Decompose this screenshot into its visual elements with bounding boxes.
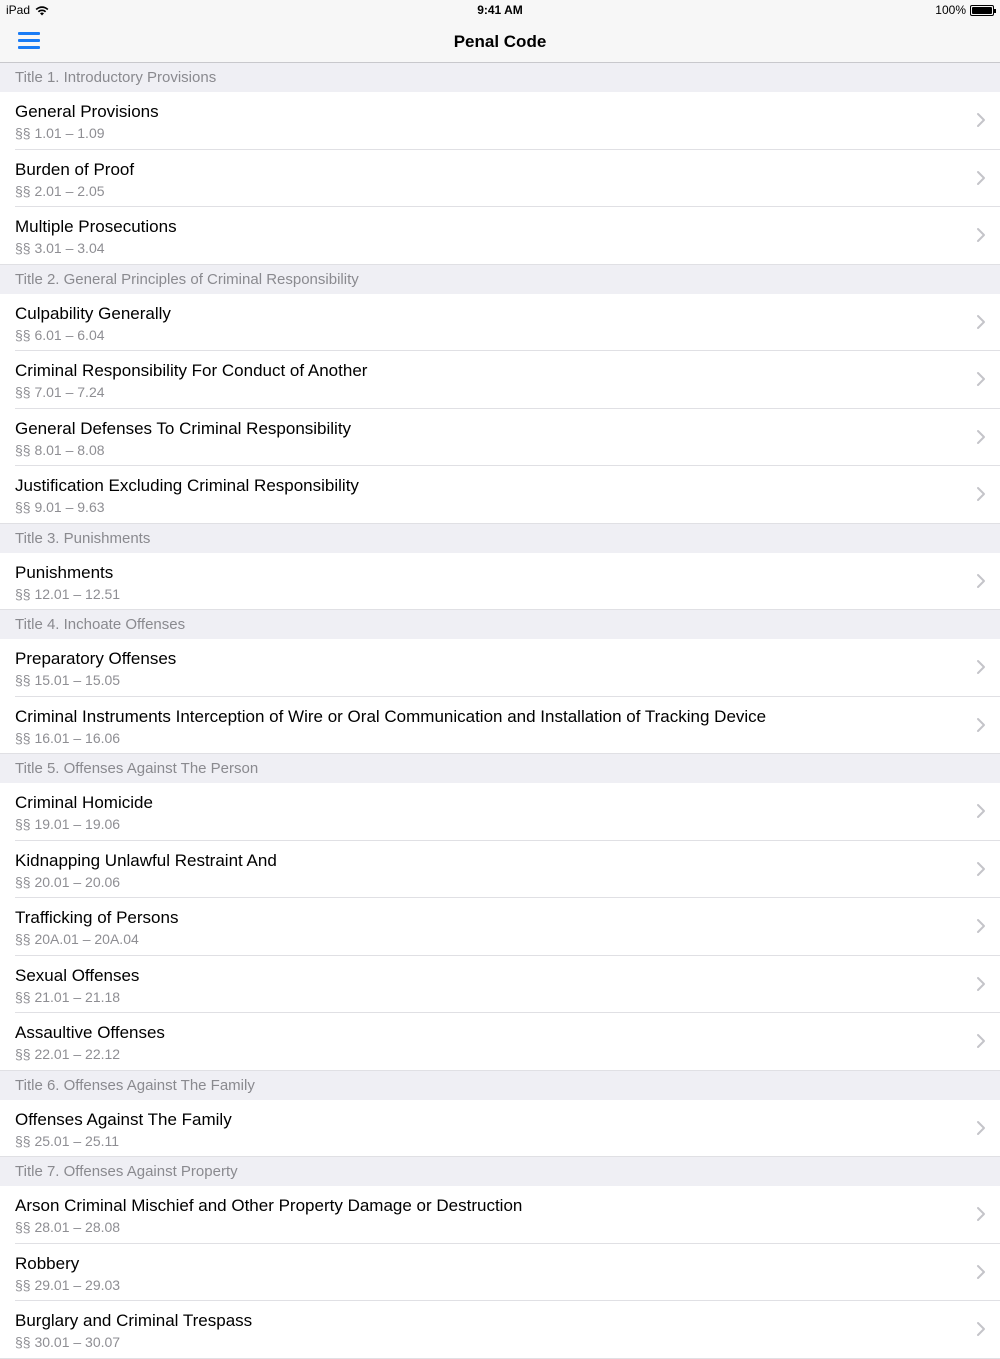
chevron-right-icon <box>976 573 986 589</box>
section-header: Title 7. Offenses Against Property <box>0 1157 1000 1186</box>
section-header: Title 6. Offenses Against The Family <box>0 1071 1000 1100</box>
chevron-right-icon <box>976 429 986 445</box>
list-item[interactable] <box>0 1100 1000 1158</box>
chevron-right-icon <box>976 1033 986 1049</box>
chevron-right-icon <box>976 976 986 992</box>
chevron-right-icon <box>976 1120 986 1136</box>
list-item[interactable] <box>0 294 1000 352</box>
section-header: Title 3. Punishments <box>0 524 1000 553</box>
status-bar <box>0 0 1000 20</box>
list-item[interactable] <box>0 898 1000 956</box>
navigation-bar <box>0 20 1000 63</box>
status-time: 9:41 AM <box>477 3 523 17</box>
chevron-right-icon <box>976 717 986 733</box>
chevron-right-icon <box>976 227 986 243</box>
chevron-right-icon <box>976 112 986 128</box>
list-item-range: §§ 15.01 – 15.05 <box>15 672 121 688</box>
device-label: iPad <box>6 3 31 17</box>
list-item[interactable] <box>0 1186 1000 1244</box>
list-item-title: Criminal Homicide <box>15 793 153 812</box>
list-item-range: §§ 19.01 – 19.06 <box>15 816 121 832</box>
chevron-right-icon <box>976 314 986 330</box>
battery-icon <box>970 5 994 16</box>
list-item-title: Kidnapping Unlawful Restraint And <box>15 850 277 870</box>
list-item-title: Criminal Responsibility For Conduct of Another <box>15 361 368 380</box>
list-item[interactable] <box>0 466 1000 524</box>
chevron-right-icon <box>976 486 986 502</box>
page-title: Penal Code <box>453 32 547 51</box>
list-item[interactable] <box>0 409 1000 467</box>
list-item-range: §§ 9.01 – 9.63 <box>15 499 105 515</box>
list-item-title: Punishments <box>15 562 114 582</box>
list-item-title: Offenses Against The Family <box>15 1109 232 1129</box>
battery-percent: 100% <box>935 3 966 17</box>
row-separator <box>0 753 1000 754</box>
list-item-range: §§ 12.01 – 12.51 <box>15 585 121 602</box>
status-right <box>935 3 994 17</box>
list-item-title: Arson Criminal Mischief and Other Property Damage or Destruction <box>15 1196 523 1215</box>
list-item[interactable] <box>0 351 1000 409</box>
list-item-title: Robbery <box>15 1253 80 1273</box>
list-item-range: §§ 29.01 – 29.03 <box>15 1276 121 1293</box>
list-item[interactable] <box>0 1301 1000 1359</box>
list-item-range: §§ 30.01 – 30.07 <box>15 1334 121 1350</box>
section-header: Title 4. Inchoate Offenses <box>0 610 1000 639</box>
chevron-right-icon <box>976 1206 986 1222</box>
list-item-title: Trafficking of Persons <box>15 908 179 927</box>
section-header: Title 1. Introductory Provisions <box>0 63 1000 92</box>
list-item-range: §§ 22.01 – 22.12 <box>15 1046 121 1062</box>
row-separator <box>0 1070 1000 1071</box>
list-item-range: §§ 7.01 – 7.24 <box>15 384 105 400</box>
row-separator <box>0 1358 1000 1359</box>
list-item-range: §§ 2.01 – 2.05 <box>15 182 105 199</box>
list-item[interactable] <box>0 1244 1000 1302</box>
chevron-right-icon <box>976 1321 986 1337</box>
chevron-right-icon <box>976 371 986 387</box>
list-item[interactable] <box>0 956 1000 1014</box>
list-item[interactable] <box>0 783 1000 841</box>
list-item-title: General Defenses To Criminal Responsibility <box>15 418 352 438</box>
chevron-right-icon <box>976 861 986 877</box>
section-header: Title 5. Offenses Against The Person <box>0 754 1000 783</box>
row-separator <box>0 264 1000 265</box>
list-item[interactable] <box>0 553 1000 611</box>
list-item-range: §§ 20A.01 – 20A.04 <box>15 931 139 947</box>
chevron-right-icon <box>976 1264 986 1280</box>
chevron-right-icon <box>976 659 986 675</box>
chevron-right-icon <box>976 918 986 934</box>
list-item-range: §§ 28.01 – 28.08 <box>15 1219 121 1235</box>
list-item-range: §§ 20.01 – 20.06 <box>15 873 121 890</box>
section-header: Title 2. General Principles of Criminal Responsibility <box>0 265 1000 294</box>
list-item[interactable] <box>0 207 1000 265</box>
list-item[interactable] <box>0 639 1000 697</box>
list-item-title: Burglary and Criminal Trespass <box>15 1311 253 1330</box>
list-item-title: Preparatory Offenses <box>15 649 177 668</box>
list-item[interactable] <box>0 697 1000 755</box>
list-item-range: §§ 21.01 – 21.18 <box>15 988 121 1005</box>
row-separator <box>0 1156 1000 1157</box>
list-item-range: §§ 25.01 – 25.11 <box>15 1132 120 1149</box>
row-separator <box>0 609 1000 610</box>
list-item-title: General Provisions <box>15 102 159 121</box>
list-item-range: §§ 3.01 – 3.04 <box>15 240 105 256</box>
list-item[interactable] <box>0 150 1000 208</box>
chevron-right-icon <box>976 170 986 186</box>
list-item-range: §§ 6.01 – 6.04 <box>15 326 105 343</box>
list-item[interactable] <box>0 841 1000 899</box>
list-item-range: §§ 8.01 – 8.08 <box>15 441 105 458</box>
list-item[interactable] <box>0 92 1000 150</box>
list-item-title: Sexual Offenses <box>15 965 140 985</box>
list-item-title: Assaultive Offenses <box>15 1023 165 1042</box>
list-item-range: §§ 16.01 – 16.06 <box>15 729 121 746</box>
list-item-title: Culpability Generally <box>15 303 171 323</box>
chapter-list[interactable] <box>0 63 1000 1359</box>
list-item-range: §§ 1.01 – 1.09 <box>15 125 105 141</box>
list-item-title: Justification Excluding Criminal Responsibility <box>15 476 359 495</box>
chevron-right-icon <box>976 803 986 819</box>
row-separator <box>0 523 1000 524</box>
list-item-title: Multiple Prosecutions <box>15 217 177 236</box>
list-item[interactable] <box>0 1013 1000 1071</box>
list-item-title: Burden of Proof <box>15 159 135 179</box>
list-item-title: Criminal Instruments Interception of Wire or Oral Communication and Installation of Tracking Device <box>15 706 767 726</box>
